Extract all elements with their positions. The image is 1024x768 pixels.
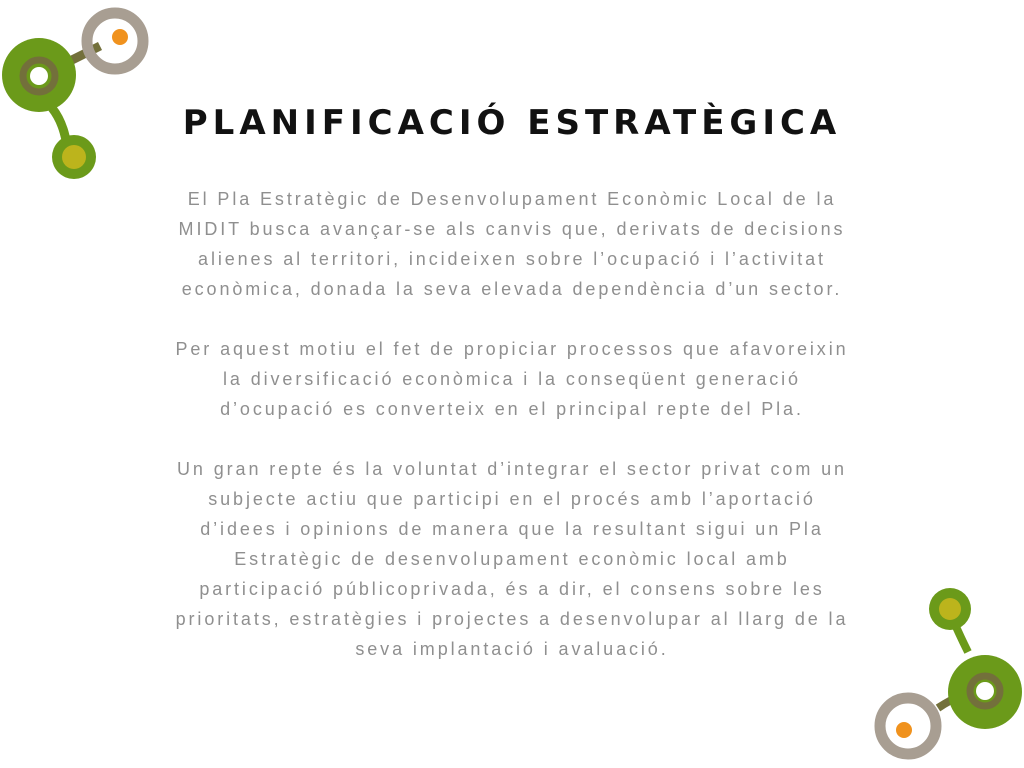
paragraph xyxy=(140,184,884,304)
paragraph xyxy=(140,454,884,664)
text-line: d’idees i opinions de manera que la resultant sigui un Pla xyxy=(200,519,824,539)
text-line: Per aquest motiu el fet de propiciar processos que afavoreixin xyxy=(175,339,849,359)
paragraph xyxy=(140,334,884,424)
orange-dot-node xyxy=(112,29,128,45)
text-line: subjecte actiu que participi en el procés amb l’aportació xyxy=(208,489,816,509)
text-line: Un gran repte és la voluntat d’integrar el sector privat com un xyxy=(177,459,847,479)
page-title: PLANIFICACIÓ ESTRATÈGICA xyxy=(182,103,842,143)
text-line: econòmica, donada la seva elevada dependència d’un sector. xyxy=(181,279,843,299)
white-center-node xyxy=(30,67,48,85)
white-center-node xyxy=(976,682,994,700)
body-text xyxy=(140,184,884,694)
text-line: d’ocupació es converteix en el principal repte del Pla. xyxy=(220,399,804,419)
text-line: la diversificació econòmica i la conseqüent generació xyxy=(223,369,801,389)
text-line: alienes al territori, incideixen sobre l’ocupació i l’activitat xyxy=(198,249,826,269)
text-line: MIDIT busca avançar-se als canvis que, derivats de decisions xyxy=(178,219,846,239)
molecule-decoration-top xyxy=(0,0,160,190)
orange-dot-node xyxy=(896,722,912,738)
text-line: El Pla Estratègic de Desenvolupament Econòmic Local de la xyxy=(187,189,837,209)
yellow-dot-node xyxy=(62,145,86,169)
text-line: prioritats, estratègies i projectes a desenvolupar al llarg de la xyxy=(175,609,849,629)
text-line: seva implantació i avaluació. xyxy=(355,639,669,659)
text-line: Estratègic de desenvolupament econòmic local amb xyxy=(234,549,790,569)
molecule-decoration-bottom xyxy=(864,580,1024,768)
text-line: participació públicoprivada, és a dir, el consens sobre les xyxy=(199,579,825,599)
yellow-dot-node xyxy=(939,598,961,620)
